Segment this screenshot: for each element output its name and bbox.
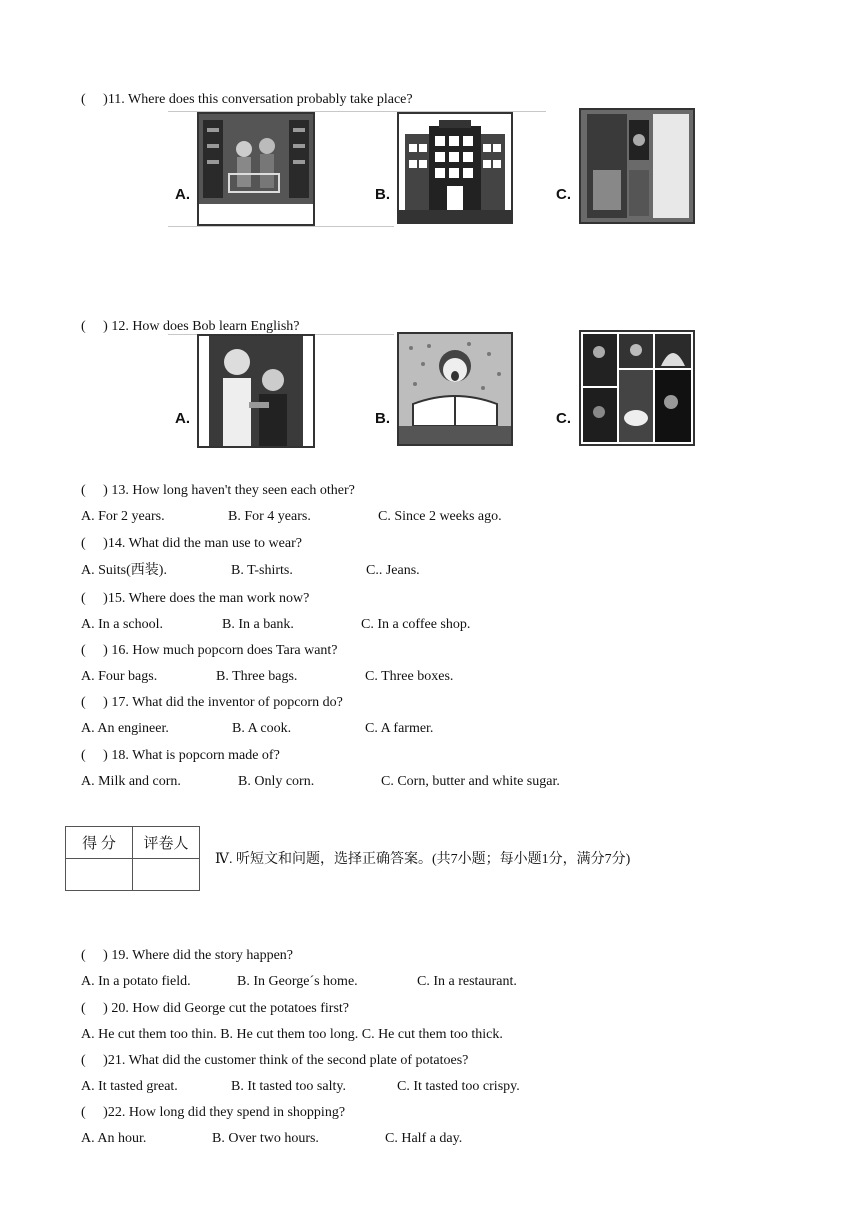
- option-b: B. Only corn.: [238, 774, 315, 789]
- question-20: ( ) 20. How did George cut the potatoes first?: [81, 1001, 350, 1016]
- movie-collage-picture: [579, 330, 695, 446]
- option-label-c: C.: [556, 186, 571, 203]
- option-b: B. Three bags.: [216, 669, 298, 684]
- room-picture: [579, 108, 695, 224]
- option-c: C. It tasted too crispy.: [397, 1079, 520, 1094]
- option-a: A. It tasted great.: [81, 1079, 178, 1094]
- option-b: B. It tasted too salty.: [231, 1079, 346, 1094]
- option-a: A. Suits(西装).: [81, 563, 167, 578]
- score-table: [65, 826, 200, 891]
- option-a-b: A. He cut them too thin. B. He cut them too long. C. He cut them too thick.: [81, 1027, 503, 1042]
- option-a: A. An engineer.: [81, 721, 169, 736]
- option-a: A. In a school.: [81, 617, 164, 632]
- option-b: B. For 4 years.: [228, 509, 311, 524]
- option-label-b: B.: [375, 410, 390, 427]
- option-label-b: B.: [375, 186, 390, 203]
- grader-header: 评卷人: [133, 827, 200, 859]
- question-15: ( )15. Where does the man work now?: [81, 591, 310, 606]
- question-19: ( ) 19. Where did the story happen?: [81, 948, 294, 963]
- question-16: ( ) 16. How much popcorn does Tara want?: [81, 643, 338, 658]
- option-label-a: A.: [175, 410, 190, 427]
- question-21: ( )21. What did the customer think of the second plate of potatoes?: [81, 1053, 469, 1068]
- question-17: ( ) 17. What did the inventor of popcorn do?: [81, 695, 343, 710]
- option-c: C. A farmer.: [365, 721, 434, 736]
- option-c: C. Half a day.: [385, 1131, 463, 1146]
- option-b: B. Over two hours.: [212, 1131, 319, 1146]
- option-label-a: A.: [175, 186, 190, 203]
- singing-child-picture: [397, 332, 513, 446]
- option-a: A. Four bags.: [81, 669, 158, 684]
- option-b: B. T-shirts.: [231, 563, 293, 578]
- building-picture: [397, 112, 513, 224]
- section-title: Ⅳ. 听短文和问题，选择正确答案。(共7小题；每小题1分，满分7分): [215, 852, 631, 867]
- question-14: ( )14. What did the man use to wear?: [81, 536, 302, 551]
- option-a: A. Milk and corn.: [81, 774, 181, 789]
- option-a: A. In a potato field.: [81, 974, 191, 989]
- option-c: C.. Jeans.: [366, 563, 420, 578]
- score-header: 得 分: [66, 827, 133, 859]
- option-b: B. In a bank.: [222, 617, 294, 632]
- option-a: A. An hour.: [81, 1131, 147, 1146]
- option-c: C. Since 2 weeks ago.: [378, 509, 502, 524]
- people-talking-picture: [197, 334, 315, 448]
- question-18: ( ) 18. What is popcorn made of?: [81, 748, 280, 763]
- option-c: C. Three boxes.: [365, 669, 454, 684]
- question-13: ( ) 13. How long haven't they seen each other?: [81, 483, 355, 498]
- question-22: ( )22. How long did they spend in shopping?: [81, 1105, 346, 1120]
- score-cell[interactable]: [66, 859, 133, 891]
- option-c: C. In a coffee shop.: [361, 617, 471, 632]
- grader-cell[interactable]: [133, 859, 200, 891]
- option-label-c: C.: [556, 410, 571, 427]
- option-c: C. Corn, butter and white sugar.: [381, 774, 560, 789]
- option-b: B. A cook.: [232, 721, 292, 736]
- supermarket-picture: [197, 112, 315, 226]
- question-12: ( ) 12. How does Bob learn English?: [81, 319, 300, 334]
- option-c: C. In a restaurant.: [417, 974, 517, 989]
- divider: [168, 226, 394, 227]
- question-11: ( )11. Where does this conversation probably take place?: [81, 92, 413, 107]
- option-b: B. In George´s home.: [237, 974, 358, 989]
- option-a: A. For 2 years.: [81, 509, 165, 524]
